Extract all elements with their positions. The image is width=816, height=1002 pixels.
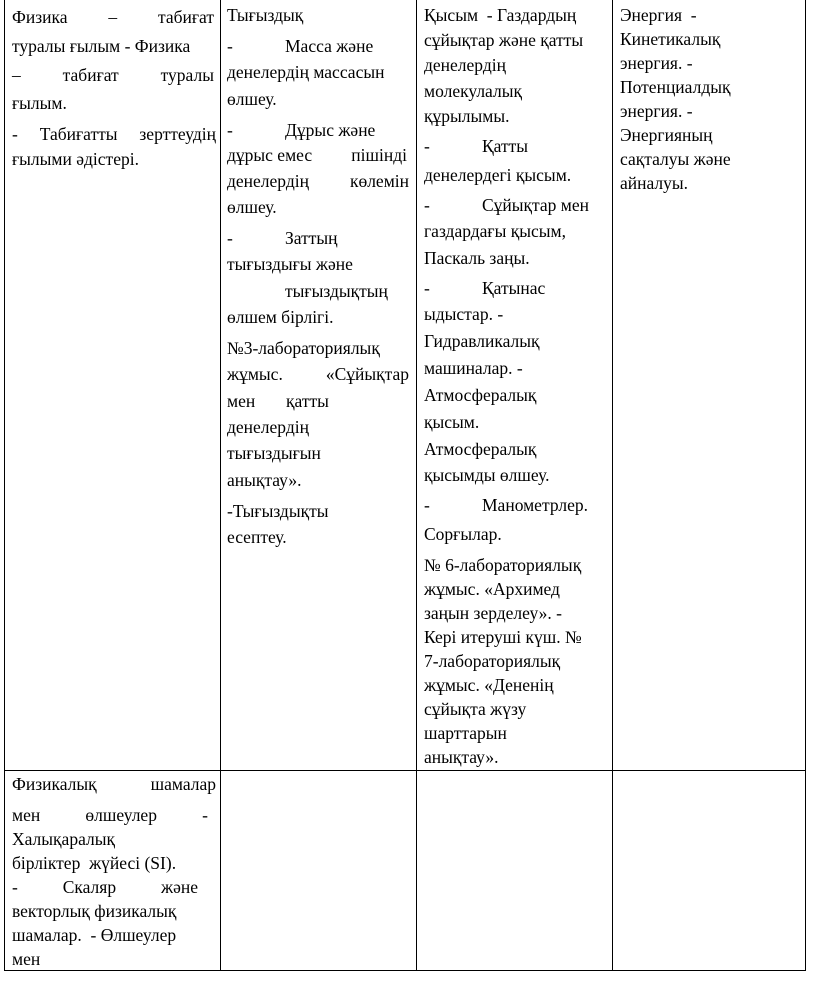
text-line — [424, 745, 498, 769]
text-line — [620, 171, 688, 195]
table-cell-r2-c1 — [12, 771, 216, 970]
text-line — [227, 33, 412, 60]
word: дұрыс емес — [227, 145, 313, 165]
text-line — [227, 467, 301, 494]
text-line — [424, 2, 576, 29]
text-line — [424, 721, 507, 745]
text-line — [424, 355, 523, 382]
word: Кинетикалық — [620, 29, 721, 49]
text-line — [12, 827, 115, 851]
text-line — [227, 168, 409, 195]
word: Сұйықтар мен — [482, 195, 590, 215]
word: Қатты — [482, 136, 529, 156]
word: - — [424, 278, 430, 298]
text-line — [424, 553, 581, 577]
text-line — [424, 625, 582, 649]
word: денелердің массасын — [227, 62, 385, 82]
word: Заттың — [285, 228, 338, 248]
word: өлшеу. — [227, 89, 277, 109]
word: - — [12, 124, 18, 144]
text-line — [620, 27, 720, 51]
text-line — [227, 335, 380, 362]
word: зерттеудің — [139, 124, 216, 144]
word: көлемін — [349, 171, 409, 191]
table-cell-r2-c3 — [417, 771, 612, 970]
word: - — [12, 877, 18, 897]
word: Дұрыс және — [285, 120, 376, 140]
word: Халықаралық — [12, 829, 115, 849]
word: денелердің — [227, 417, 309, 437]
word: -Тығыздықты — [227, 501, 329, 521]
word: газдардағы қысым, — [424, 221, 566, 241]
word: Энергия - — [620, 5, 697, 25]
word: анықтау». — [424, 747, 499, 767]
text-line — [12, 4, 214, 31]
word: Атмосфералық — [424, 385, 537, 405]
word: ғылым. — [12, 93, 67, 113]
word: сұйықтар және қатты — [424, 30, 584, 50]
word: - — [424, 136, 430, 156]
word: есептеу. — [227, 527, 287, 547]
table-cell-r1-c2 — [227, 0, 412, 770]
text-line — [227, 2, 303, 29]
text-line — [424, 492, 608, 519]
text-line — [12, 875, 198, 899]
word: Физика — [12, 7, 68, 27]
word: денелердің — [227, 171, 309, 191]
word: Масса және — [285, 36, 374, 56]
text-line — [227, 86, 277, 113]
text-line — [12, 851, 176, 875]
text-line — [424, 673, 554, 697]
text-line — [227, 225, 412, 252]
word: векторлық физикалық — [12, 901, 177, 921]
word: қысым. — [424, 412, 480, 432]
text-line — [227, 414, 309, 441]
word: Манометрлер. — [482, 495, 588, 515]
word: - — [202, 805, 208, 825]
word: айналуы. — [620, 173, 689, 193]
word: шамалар. - Өлшеулер — [12, 925, 177, 945]
word: молекулалық — [424, 81, 522, 101]
word: № 6-лабораториялық — [424, 555, 582, 575]
word: табиғат — [157, 7, 214, 27]
word: Тығыздық — [227, 5, 304, 25]
word: «Сұйықтар — [325, 364, 409, 384]
word: - — [227, 36, 233, 56]
text-line — [424, 133, 608, 160]
word: тығыздығы және — [227, 254, 353, 274]
text-line — [424, 462, 550, 489]
word: Энергияның — [620, 125, 713, 145]
text-line — [12, 121, 216, 148]
word: №3-лабораториялық — [227, 338, 380, 358]
word: сақталуы және — [620, 149, 731, 169]
text-line — [424, 162, 571, 189]
word: сұйықта жүзу — [424, 699, 527, 719]
text-line — [424, 649, 560, 673]
text-line — [424, 218, 566, 245]
table-cell-r1-c1 — [12, 0, 214, 770]
word: Табиғатты — [39, 124, 118, 144]
text-line — [424, 52, 506, 79]
word: Скаляр — [62, 877, 117, 897]
word: мен — [227, 391, 256, 411]
text-line — [424, 601, 562, 625]
word: машиналар. - — [424, 358, 523, 378]
text-line — [424, 275, 608, 302]
text-line — [227, 251, 353, 278]
word: құрылымы. — [424, 106, 510, 126]
word: Сорғылар. — [424, 524, 502, 544]
text-line — [620, 147, 731, 171]
text-line — [424, 103, 509, 130]
text-line — [227, 304, 333, 331]
word: жұмыс. «Архимед — [424, 579, 560, 599]
word: Атмосфералық — [424, 439, 537, 459]
table-border-left — [4, 0, 5, 971]
word: қысымды өлшеу. — [424, 465, 550, 485]
text-line — [12, 90, 67, 117]
word: өлшем бірлігі. — [227, 307, 334, 327]
text-line — [620, 51, 693, 75]
text-line — [227, 59, 384, 86]
word: өлшеулер — [85, 805, 157, 825]
word: тығыздықтың — [285, 281, 388, 301]
text-line — [424, 577, 560, 601]
text-line — [424, 382, 536, 409]
text-line — [227, 388, 412, 415]
text-line — [424, 697, 526, 721]
text-line — [227, 194, 277, 221]
word: денелердегі қысым. — [424, 165, 572, 185]
word: Қатынас — [482, 278, 546, 298]
word: заңын зерделеу». - — [424, 603, 562, 623]
word: жұмыс. «Дененің — [424, 675, 554, 695]
text-line — [424, 27, 583, 54]
table-border-bottom — [4, 970, 806, 971]
word: тығыздығын — [227, 443, 321, 463]
word: шарттарын — [424, 723, 507, 743]
text-line — [424, 78, 522, 105]
word: ғылыми әдістері. — [12, 149, 139, 169]
text-line — [12, 771, 216, 798]
word: Физикалық — [12, 774, 97, 794]
word: - — [424, 195, 430, 215]
word: Қысым - Газдардың — [424, 5, 577, 25]
word: мен — [12, 949, 41, 969]
table-border-right — [805, 0, 806, 971]
word: – — [108, 7, 118, 27]
word: ыдыстар. - — [424, 304, 504, 324]
word: - — [227, 120, 233, 140]
word: энергия. - — [620, 101, 693, 121]
text-line — [424, 301, 503, 328]
word: өлшеу. — [227, 197, 277, 217]
word: бірліктер жүйесі (SI). — [12, 853, 177, 873]
word: мен — [12, 805, 41, 825]
text-line — [285, 278, 388, 305]
table-cell-r1-c3 — [424, 0, 608, 770]
word: энергия. - — [620, 53, 693, 73]
word: денелердің — [424, 55, 506, 75]
text-line — [620, 3, 697, 27]
word: Гидравликалық — [424, 331, 540, 351]
text-line — [424, 245, 530, 272]
text-line — [227, 117, 412, 144]
word: - — [227, 228, 233, 248]
word: жұмыс. — [227, 364, 283, 384]
text-line — [424, 328, 540, 355]
text-line — [227, 440, 321, 467]
word: – — [12, 65, 21, 85]
word: анықтау». — [227, 470, 302, 490]
word: пішінді — [351, 145, 407, 165]
text-line — [424, 409, 479, 436]
word: Потенциалдық — [620, 77, 731, 97]
text-line — [227, 524, 287, 551]
word: қатты — [286, 391, 329, 411]
text-line — [227, 498, 329, 525]
text-line — [12, 33, 190, 60]
text-line — [620, 75, 731, 99]
text-line — [424, 521, 502, 548]
word: және — [160, 877, 198, 897]
word: Кері итеруші күш. № — [424, 627, 582, 647]
word: - — [424, 495, 430, 515]
text-line — [227, 361, 409, 388]
text-line — [424, 436, 536, 463]
text-line — [12, 62, 214, 89]
text-line — [620, 123, 713, 147]
word: 7-лабораториялық — [424, 651, 561, 671]
word: табиғат — [62, 65, 119, 85]
text-line — [12, 802, 208, 829]
word: Паскаль заңы. — [424, 248, 530, 268]
table-cell-r1-c4 — [620, 0, 800, 770]
text-line — [424, 192, 608, 219]
text-line — [12, 923, 176, 947]
text-line — [12, 146, 139, 173]
table-cell-r2-c2 — [221, 771, 416, 970]
text-line — [12, 899, 176, 923]
word: туралы ғылым - Физика — [12, 36, 191, 56]
text-line — [620, 99, 693, 123]
word: туралы — [160, 65, 214, 85]
word: шамалар — [150, 774, 216, 794]
table-cell-r2-c4 — [613, 771, 805, 970]
text-line — [12, 947, 40, 971]
text-line — [227, 142, 407, 169]
